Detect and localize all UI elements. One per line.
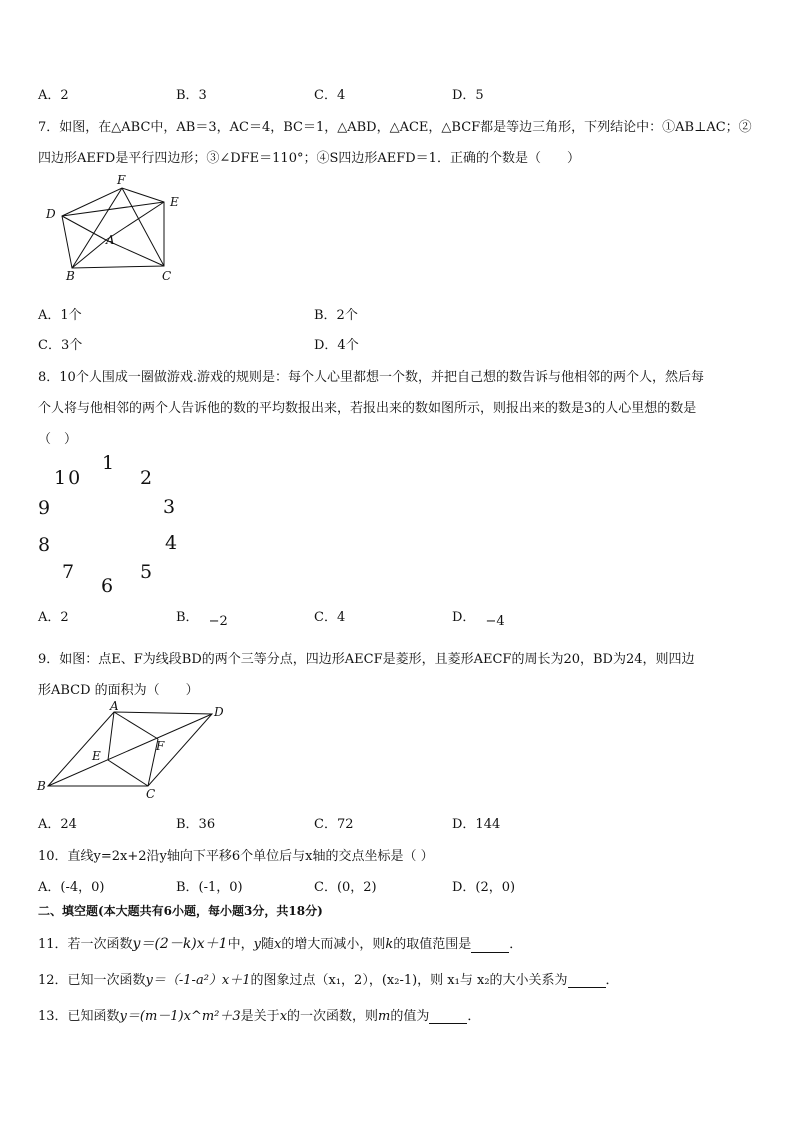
q13-end: ． <box>467 1009 481 1024</box>
q8-text-line1: 8．10个人围成一圈做游戏.游戏的规则是：每个人心里都想一个数，并把自己想的数告诉与他相邻的两个人，然后每 <box>38 370 704 385</box>
q9-figure <box>36 700 236 802</box>
q8-option-b-label: B． <box>176 610 199 625</box>
q8-option-d <box>452 606 505 629</box>
q8-number-1: 1 <box>102 452 115 474</box>
q10-option-a: A．(-4，0) <box>38 880 105 895</box>
q12-end: ． <box>605 973 619 988</box>
q7-label-b: B <box>66 269 75 283</box>
q12-rest: 的图象过点（x₁，2），(x₂-1)，则 x₁与 x₂的大小关系为 <box>250 973 568 988</box>
q6-option-b: B．3 <box>176 88 207 103</box>
q8-option-c: C．4 <box>314 610 346 625</box>
q10-option-c: C．(0，2) <box>314 880 377 895</box>
q8-number-2: 2 <box>140 467 153 489</box>
q10-text: 10．直线y=2x+2沿y轴向下平移6个单位后与x轴的交点坐标是（ ） <box>38 849 434 864</box>
q12-answer-blank[interactable] <box>568 975 606 988</box>
q9-text-line1: 9．如图：点E、F为线段BD的两个三等分点，四边形AECF是菱形，且菱形AECF的周长为20，BD为24，则四边 <box>38 652 695 667</box>
q7-option-b: B．2个 <box>314 308 358 323</box>
q11-end: ． <box>509 937 523 952</box>
q7-text-line2: 四边形AEFD是平行四边形；③∠DFE＝110°；④S四边形AEFD＝1．正确的个数是（ ） <box>38 151 580 166</box>
q8-option-a: A．2 <box>38 610 69 625</box>
q13-x: x <box>279 1009 288 1024</box>
q9-text-line2: 形ABCD 的面积为（ ） <box>38 683 199 698</box>
q11-rest2: 的增大而减小，则 <box>281 937 386 952</box>
q12-formula: y＝（-1-a²）x＋1 <box>145 973 251 988</box>
q6-option-d: D．5 <box>452 88 484 103</box>
q7-option-c: C．3个 <box>38 338 83 353</box>
q9-option-b: B．36 <box>176 817 216 832</box>
q8-number-3: 3 <box>163 496 176 518</box>
q11-answer-blank[interactable] <box>471 940 509 953</box>
q13-prefix: 13．已知函数 <box>38 1009 120 1024</box>
q11-text <box>38 933 522 953</box>
q11-formula: y＝(2－k)x＋1 <box>132 936 228 952</box>
q8-number-4: 4 <box>165 532 178 554</box>
q9-label-e: E <box>92 749 101 763</box>
q11-prefix: 11．若一次函数 <box>38 937 133 952</box>
q13-answer-blank[interactable] <box>429 1011 467 1024</box>
q6-option-c: C．4 <box>314 88 346 103</box>
q7-option-d: D．4个 <box>314 338 359 353</box>
q8-number-7: 7 <box>62 561 75 583</box>
q6-option-a: A．2 <box>38 88 69 103</box>
q8-number-9: 9 <box>38 497 51 519</box>
q7-label-d: D <box>46 207 56 221</box>
q8-number-8: 8 <box>38 534 51 556</box>
q7-text-line1: 7．如图，在△ABC中，AB＝3，AC＝4，BC＝1，△ABD，△ACE，△BCF都是等边三角形，下列结论中：①AB⊥AC；② <box>38 120 752 135</box>
q9-label-c: C <box>146 787 156 801</box>
q11-rest3: 的取值范围是 <box>393 937 472 952</box>
q9-label-f: F <box>156 739 165 753</box>
q7-option-a: A．1个 <box>38 308 82 323</box>
q11-y: y <box>253 937 261 952</box>
q8-text-line3: （ ） <box>38 432 78 447</box>
q11-middle: 中， <box>227 937 254 952</box>
q13-text <box>38 1005 480 1024</box>
q11-x: x <box>273 937 282 952</box>
q9-option-c: C．72 <box>314 817 354 832</box>
q13-formula: y＝(m－1)x^m²＋3 <box>119 1009 241 1024</box>
q7-label-e: E <box>170 195 179 209</box>
q8-option-b <box>176 606 228 629</box>
q9-label-d: D <box>214 705 224 719</box>
q8-number-5: 5 <box>140 561 153 583</box>
q9-label-a: A <box>110 700 119 713</box>
q11-k: k <box>385 937 394 952</box>
q13-rest: 是关于 <box>240 1009 280 1024</box>
q9-option-d: D．144 <box>452 817 501 832</box>
q7-label-a: A <box>106 233 115 247</box>
q12-prefix: 12．已知一次函数 <box>38 973 146 988</box>
q9-option-a: A．24 <box>38 817 77 832</box>
section-2-heading: 二、填空题(本大题共有6小题，每小题3分，共18分) <box>38 904 323 918</box>
q8-option-b-value: −2 <box>208 614 228 629</box>
q9-label-b: B <box>37 779 46 793</box>
q13-m: m <box>378 1009 391 1024</box>
q13-rest3: 的值为 <box>390 1009 430 1024</box>
q8-option-d-value: −4 <box>485 614 505 629</box>
q10-option-b: B．(-1，0) <box>176 880 243 895</box>
q8-number-6: 6 <box>101 575 114 597</box>
q13-rest2: 的一次函数，则 <box>287 1009 379 1024</box>
q7-label-f: F <box>117 173 126 187</box>
q12-text <box>38 969 619 988</box>
q8-text-line2: 个人将与他相邻的两个人告诉他的数的平均数报出来，若报出来的数如图所示，则报出来的数是3的人心里想的数是 <box>38 401 697 416</box>
q11-rest1: 随 <box>260 937 274 952</box>
q7-label-c: C <box>162 269 172 283</box>
q7-figure <box>40 172 190 284</box>
q8-option-d-label: D． <box>452 610 476 625</box>
q8-number-10: 10 <box>54 467 83 489</box>
q10-option-d: D．(2，0) <box>452 880 516 895</box>
